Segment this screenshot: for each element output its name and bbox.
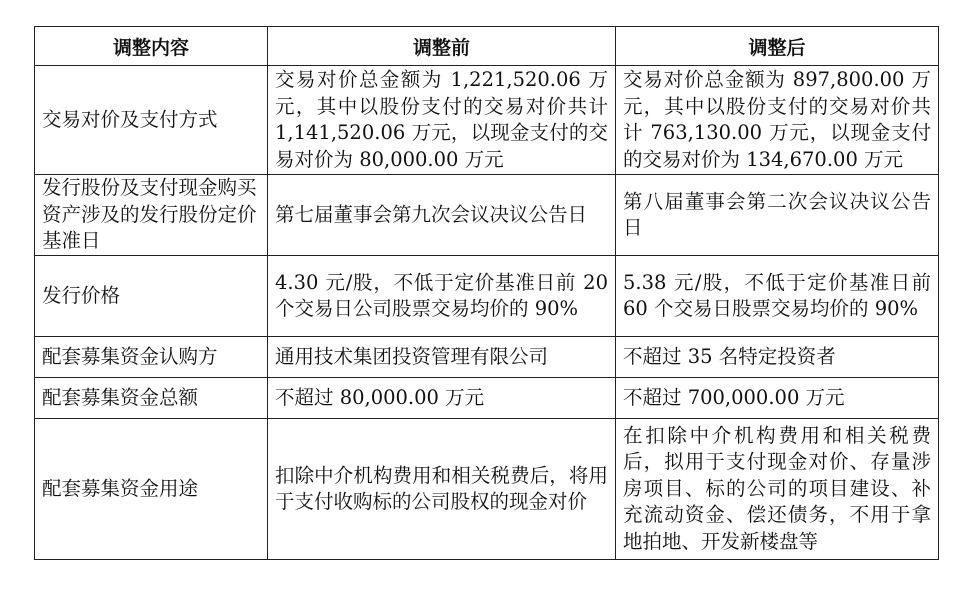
row-item-text: 配套募集资金用途	[42, 476, 199, 500]
table-row	[35, 419, 939, 560]
table-row	[35, 66, 939, 175]
row-after-text: 在扣除中介机构费用和相关税费后，拟用于支付现金对价、存量涉房项目、标的公司的项目建设、补充流动资金、偿还债务，不用于拿地拍地、开发新楼盘等	[623, 423, 931, 553]
row-after-cell	[616, 256, 939, 337]
row-item-text: 配套募集资金总额	[42, 385, 199, 409]
header-before-adjustment: 调整前	[268, 27, 616, 66]
row-before-cell	[268, 378, 616, 419]
row-after-text: 交易对价总金额为 897,800.00 万元，其中以股份支付的交易对价共计 763,130.00 万元，以现金支付的交易对价为 134,670.00 万元	[623, 68, 931, 171]
table-row	[35, 175, 939, 256]
row-after-text: 不超过 700,000.00 万元	[623, 385, 845, 409]
row-before-cell	[268, 337, 616, 378]
row-item-cell	[35, 175, 268, 256]
row-item-text: 交易对价及支付方式	[42, 107, 218, 131]
table-header-row	[35, 27, 939, 66]
row-after-text: 5.38 元/股，不低于定价基准日前 60 个交易日股票交易均价的 90%	[623, 270, 931, 320]
row-before-cell	[268, 66, 616, 175]
row-after-text: 第八届董事会第二次会议决议公告日	[623, 189, 931, 239]
row-after-cell	[616, 419, 939, 560]
adjustment-comparison-table	[34, 26, 939, 560]
table-row	[35, 256, 939, 337]
row-before-text: 4.30 元/股，不低于定价基准日前 20 个交易日公司股票交易均价的 90%	[275, 270, 608, 320]
row-before-cell	[268, 256, 616, 337]
row-after-text: 不超过 35 名特定投资者	[623, 344, 836, 368]
row-item-text: 配套募集资金认购方	[42, 344, 218, 368]
table-row	[35, 378, 939, 419]
header-adjustment-item: 调整内容	[35, 27, 268, 66]
row-before-text: 扣除中介机构费用和相关税费后，将用于支付收购标的公司股权的现金对价	[275, 463, 608, 513]
row-item-cell	[35, 337, 268, 378]
row-item-cell	[35, 66, 268, 175]
row-item-text: 发行价格	[42, 283, 121, 307]
row-after-cell	[616, 378, 939, 419]
row-before-text: 不超过 80,000.00 万元	[275, 385, 485, 409]
row-item-cell	[35, 419, 268, 560]
table-row	[35, 337, 939, 378]
row-after-cell	[616, 66, 939, 175]
row-before-text: 交易对价总金额为 1,221,520.06 万元，其中以股份支付的交易对价共计 1,141,520.06 万元，以现金支付的交易对价为 80,000.00 万元	[275, 68, 608, 171]
row-item-cell	[35, 378, 268, 419]
row-before-cell	[268, 175, 616, 256]
header-after-adjustment: 调整后	[616, 27, 939, 66]
row-after-cell	[616, 337, 939, 378]
row-before-text: 第七届董事会第九次会议决议公告日	[275, 202, 588, 226]
row-item-cell	[35, 256, 268, 337]
row-item-text: 发行股份及支付现金购买资产涉及的发行股份定价基准日	[42, 176, 257, 253]
row-before-cell	[268, 419, 616, 560]
row-after-cell	[616, 175, 939, 256]
row-before-text: 通用技术集团投资管理有限公司	[275, 344, 549, 368]
